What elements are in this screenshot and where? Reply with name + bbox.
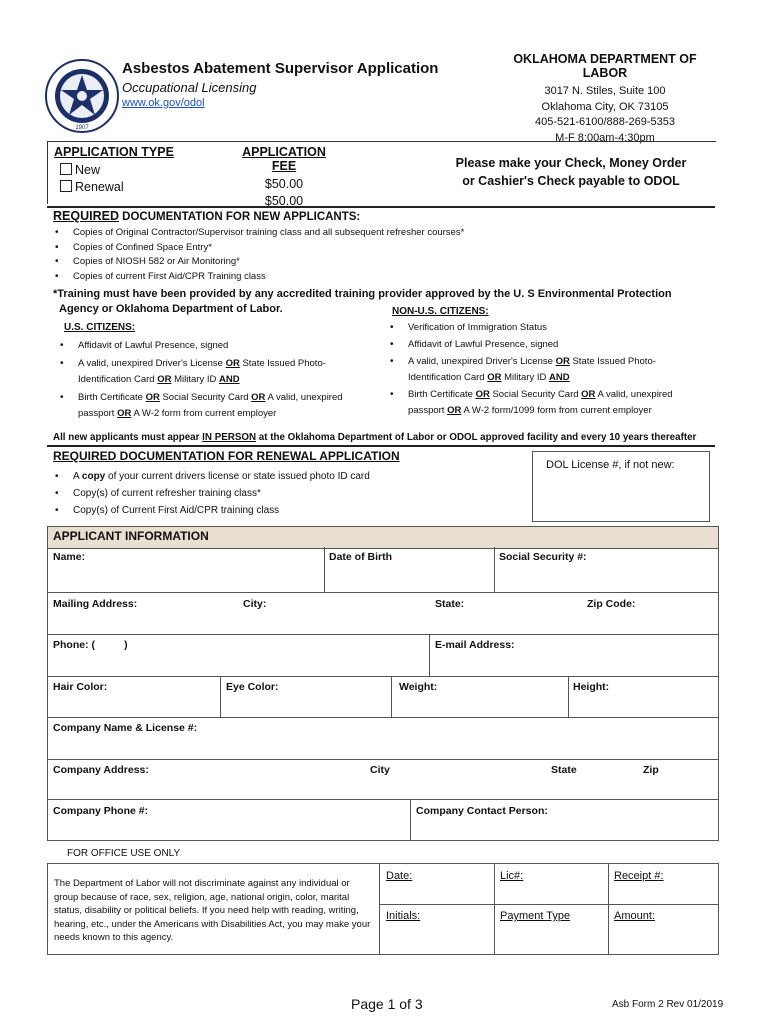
company-name-field[interactable]: Company Name & License #: [53,722,198,734]
divider [324,547,325,592]
applicant-info-heading: APPLICANT INFORMATION [53,529,209,543]
list-item: • Copies of Confined Space Entry* [51,241,711,256]
non-us-citizens-column [386,304,706,419]
row-company-address [47,759,719,800]
list-item: • A copy of your current drivers license or state issued photo ID card [51,468,521,485]
fee-new: $50.00 [264,177,304,191]
oklahoma-state-seal [44,58,120,134]
payment-note: Please make your Check, Money Order or Cashier's Check payable to ODOL [455,156,687,188]
us-citizens-column [56,320,376,422]
weight-field[interactable]: Weight: [399,681,438,693]
divider [494,864,495,954]
ssn-field[interactable]: Social Security #: [499,551,587,563]
height-field[interactable]: Height: [573,681,610,693]
renewal-checkbox[interactable] [60,180,72,192]
svg-text:1907: 1907 [75,125,89,131]
office-amount: Amount: [614,910,655,922]
row-name [47,547,719,593]
page-number: Page 1 of 3 [351,996,423,1012]
row-company-name [47,717,719,760]
company-contact-field[interactable]: Company Contact Person: [416,805,548,817]
company-state-field[interactable]: State [551,764,577,776]
company-phone-field[interactable]: Company Phone #: [53,805,149,817]
applicant-info-header [47,526,719,549]
new-docs-heading: REQUIRED DOCUMENTATION FOR NEW APPLICANTS: [53,209,361,223]
row-phone [47,634,719,677]
divider [410,799,411,840]
section-divider [47,206,715,208]
form-subtitle: Occupational Licensing [122,80,257,95]
mailing-address-field[interactable]: Mailing Address: [53,598,138,610]
form-revision: Asb Form 2 Rev 01/2019 [612,999,724,1010]
renewal-option[interactable]: Renewal [54,180,174,194]
list-item: • Copies of current First Aid/CPR Training class [51,270,711,285]
state-field[interactable]: State: [435,598,465,610]
list-item: • Verification of Immigration Status [386,320,706,336]
nondiscrimination-statement: The Department of Labor will not discriminate against any individual or group because of race, sex, religion, age, national origin, color, marital status, disability or political beliefs. If you need help with reading, writing, hearing, etc., under the Americans with Disabilities Act, you may make your needs known to this agency. [54,878,371,943]
row-mailing [47,592,719,635]
non-us-citizens-heading: NON-U.S. CITIZENS: [392,306,489,317]
list-item: • Copies of NIOSH 582 or Air Monitoring* [51,255,711,270]
list-item: • Copies of Original Contractor/Supervisor training class and all subsequent refresher courses* [51,226,711,241]
agency-phone: 405-521-6100/888-269-5353 [534,116,676,128]
list-item: • Birth Certificate OR Social Security Card OR A valid, unexpired passport OR A W-2 form from current employer [56,390,376,422]
list-item: • Birth Certificate OR Social Security Card OR A valid, unexpired passport OR A W-2 form/1099 form from current employer [386,387,706,419]
new-checkbox[interactable] [60,163,72,175]
office-receipt: Receipt #: [614,870,664,882]
row-company-phone [47,799,719,841]
company-city-field[interactable]: City [370,764,390,776]
renewal-docs-heading: REQUIRED DOCUMENTATION FOR RENEWAL APPLICATION [53,449,400,463]
company-address-field[interactable]: Company Address: [53,764,149,776]
list-item: • A valid, unexpired Driver's License OR State Issued Photo-Identification Card OR Military ID AND [56,356,376,388]
divider [608,864,609,954]
agency-address-1: 3017 N. Stiles, Suite 100 [544,85,666,97]
list-item: • Affidavit of Lawful Presence, signed [56,338,376,354]
divider [220,676,221,717]
office-payment-type: Payment Type [500,910,571,922]
us-citizens-heading: U.S. CITIZENS: [64,322,136,333]
agency-address-2: Oklahoma City, OK 73105 [541,100,669,113]
application-fee-heading: APPLICATION FEE [242,145,326,173]
application-type-heading: APPLICATION TYPE [54,145,174,159]
training-note: *Training must have been provided by any accredited training provider approved by the U. S Environmental Protection Agency or Oklahoma Department of Labor. [53,288,672,315]
name-field[interactable]: Name: [53,551,86,563]
renewal-docs-list [51,468,521,519]
new-option[interactable]: New [54,163,174,177]
form-title: Asbestos Abatement Supervisor Application [122,60,439,77]
office-use-box [47,863,719,955]
city-field[interactable]: City: [243,598,267,610]
agency-contact-block [500,52,710,146]
in-person-note: All new applicants must appear IN PERSON at the Oklahoma Department of Labor or ODOL approved facility and every 10 years thereafter [53,432,697,443]
dol-license-field[interactable] [532,451,710,522]
divider [429,634,430,676]
phone-field[interactable]: Phone: ( ) [53,639,128,651]
office-date: Date: [386,870,413,882]
hair-color-field[interactable]: Hair Color: [53,681,108,693]
row-physical [47,676,719,718]
dol-license-label: DOL License #, if not new: [546,459,675,471]
eye-color-field[interactable]: Eye Color: [226,681,279,693]
office-use-label: FOR OFFICE USE ONLY [67,848,181,859]
application-type [54,145,174,194]
company-zip-field[interactable]: Zip [643,764,659,776]
list-item: • Copy(s) of current refresher training class* [51,485,521,502]
zip-code-field[interactable]: Zip Code: [587,598,636,610]
agency-name: OKLAHOMA DEPARTMENT OF LABOR [513,52,697,80]
office-lic: Lic#: [500,870,524,882]
divider [494,547,495,592]
new-docs-list [51,226,711,284]
divider [391,676,392,717]
list-item: • Copy(s) of Current First Aid/CPR training class [51,502,521,519]
dob-field[interactable]: Date of Birth [329,551,392,563]
list-item: • Affidavit of Lawful Presence, signed [386,337,706,353]
agency-hours: M-F 8:00am-4:30pm [555,131,655,144]
office-use-grid [379,864,718,954]
application-fee [232,145,336,208]
website-link[interactable]: www.ok.gov/odol [122,97,205,109]
list-item: • A valid, unexpired Driver's License OR State Issued Photo-Identification Card OR Military ID AND [386,354,706,386]
office-initials: Initials: [386,910,421,922]
email-field[interactable]: E-mail Address: [435,639,515,651]
divider [568,676,569,717]
divider [380,904,718,905]
section-divider [47,445,715,447]
fee-renewal: $50.00 [264,194,304,208]
